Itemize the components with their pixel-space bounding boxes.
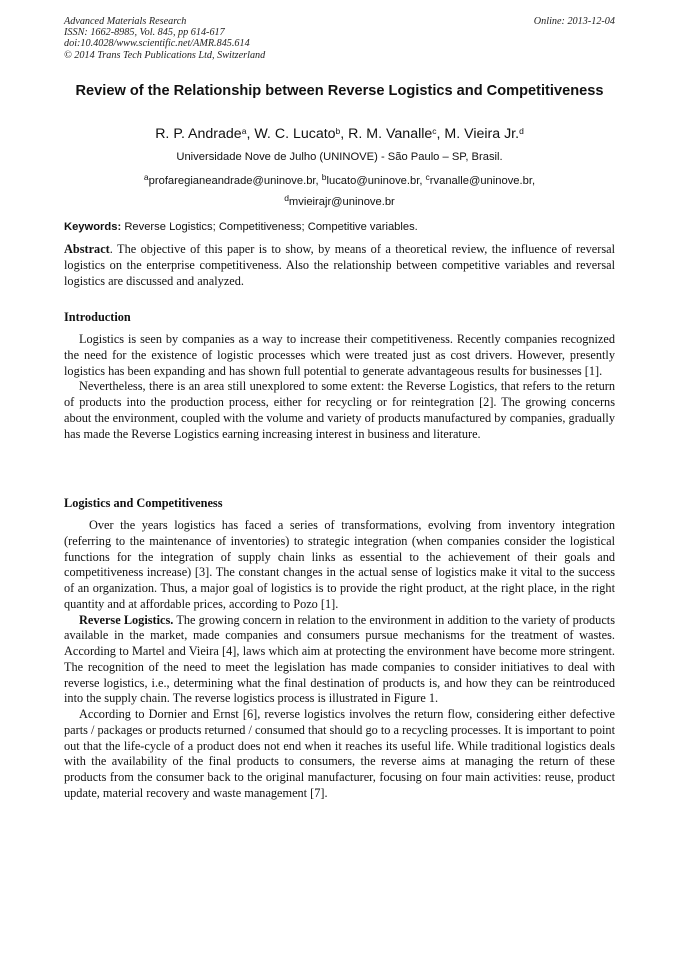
author-separator: , bbox=[246, 126, 255, 142]
journal-name: Advanced Materials Research bbox=[64, 16, 187, 27]
email-mark: b bbox=[321, 172, 327, 182]
paragraph: Logistics is seen by companies as a way to increase their competitiveness. Recently companies recognized the need for the existence of logistic processes which were treated just as cost drivers. However, presently logistics has been expanding and has shown full potential to generate advantageous results for businesses [1]. bbox=[64, 332, 615, 378]
author-separator: , bbox=[340, 126, 349, 142]
introduction-body bbox=[64, 332, 615, 442]
paper-title: Review of the Relationship between Reverse Logistics and Competitiveness bbox=[75, 83, 604, 99]
keywords-label: Keywords: bbox=[64, 221, 122, 233]
email-address: mvieirajr@uninove.br bbox=[288, 196, 395, 208]
doi-line: doi:10.4028/www.scientific.net/AMR.845.614 bbox=[64, 38, 250, 50]
email-mark: c bbox=[425, 172, 430, 182]
paragraph: According to Dornier and Ernst [6], reverse logistics involves the return flow, considering either defective parts / packages or products returned / consumed that should go to a recycling processes. It is important to point out that the life-cycle of a product does not end when it reaches its useful life. While traditional logistics deals with the availability of the final products to consumers, the reverse aims at managing the return of these products from the consumer back to the original manufacturer, focusing on four main activities: reuse, product update, material recovery and waste management [7]. bbox=[64, 707, 615, 800]
email-address: rvanalle@uninove.br, bbox=[429, 175, 536, 187]
author-mark: b bbox=[335, 126, 341, 136]
author-name: W. C. Lucato bbox=[254, 126, 336, 142]
run-in-heading: Reverse Logistics. bbox=[79, 612, 174, 627]
email-mark: a bbox=[143, 172, 149, 182]
abstract bbox=[64, 242, 615, 290]
journal-header bbox=[64, 16, 615, 61]
paragraph-text: The growing concern in relation to the environment in addition to the variety of products available in the market, made companies and consumers pursue mechanisms for the treatment of wastes. According to Martel and Vieira [4], laws which aim at protecting the environment have become more stringent. The recognition of the need to meet the legislation has made companies to consider initiatives to deal with reverse logistics, i.e., determining what the final destination of products is, and how they can be reintroduced into the supply chain. The reverse logistics process is illustrated in Figure 1. bbox=[64, 612, 615, 706]
author-mark: c bbox=[432, 126, 437, 136]
online-date: Online: 2013-12-04 bbox=[533, 16, 615, 27]
author-name: R. M. Vanalle bbox=[348, 126, 433, 142]
affiliation: Universidade Nove de Julho (UNINOVE) - São Paulo – SP, Brasil. bbox=[176, 151, 503, 163]
author-mark: d bbox=[519, 126, 524, 136]
abstract-label: Abstract bbox=[64, 242, 110, 256]
abstract-text: . The objective of this paper is to show, by means of a theoretical review, the influence of reversal logistics on the enterprise competitiveness. Also the relationship between competitive variables and reversal logistics are discussed and analyzed. bbox=[64, 242, 615, 288]
author-name: R. P. Andrade bbox=[155, 126, 242, 142]
keywords-text: Reverse Logistics; Competitiveness; Competitive variables. bbox=[124, 221, 418, 233]
email-address: profaregianeandrade@uninove.br, bbox=[148, 175, 319, 187]
section-heading-logistics-competitiveness: Logistics and Competitiveness bbox=[64, 496, 223, 510]
keywords bbox=[64, 221, 615, 234]
paragraph: Over the years logistics has faced a series of transformations, evolving from inventory integration (referring to the maintenance of inventories) to strategic integration (when companies consider the logistical functions for the integration of supply chain links as essential to the achievement of their goals and competitiveness increase) [3]. The constant changes in the actual sense of logistics make it vital to the success of an organization. Thus, a major goal of logistics is to provide the right product, at the right place, in the right quantity and at affordable prices, according to Pozo [1]. bbox=[64, 518, 615, 611]
email-list bbox=[64, 171, 615, 213]
issn-line: ISSN: 1662-8985, Vol. 845, pp 614-617 bbox=[64, 27, 225, 39]
author-name: M. Vieira Jr. bbox=[444, 126, 520, 142]
author-mark: a bbox=[241, 126, 247, 136]
email-mark: d bbox=[284, 193, 289, 203]
section-heading-introduction: Introduction bbox=[64, 310, 131, 324]
email-address: lucato@uninove.br, bbox=[326, 175, 423, 187]
paragraph bbox=[64, 613, 615, 708]
author-separator: , bbox=[436, 126, 445, 142]
paragraph: Nevertheless, there is an area still unexplored to some extent: the Reverse Logistics, that refers to the return of products into the production process, either for recycling or for reintegration [2]. The growing concerns about the environment, coupled with the volume and variety of products manufactured by companies, gradually has made the Reverse Logistics earning increasing interest in business and literature. bbox=[64, 379, 615, 441]
logistics-competitiveness-body bbox=[64, 518, 615, 802]
copyright-line: © 2014 Trans Tech Publications Ltd, Switzerland bbox=[64, 49, 266, 61]
author-list bbox=[64, 125, 615, 144]
